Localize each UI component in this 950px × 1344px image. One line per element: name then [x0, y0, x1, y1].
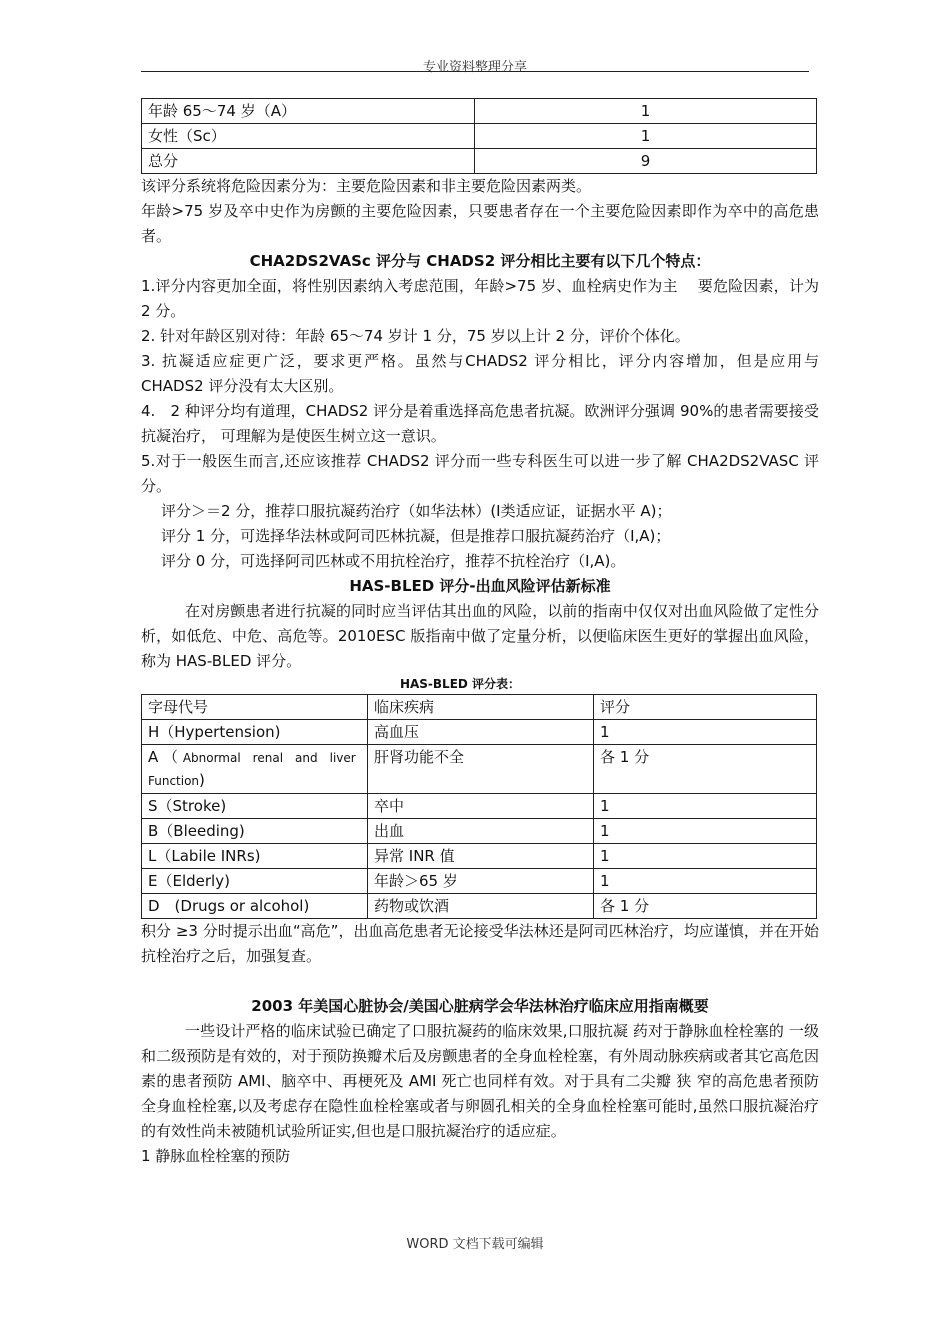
score-table-top — [141, 98, 817, 174]
paragraph: 一些设计严格的临床试验已确定了口服抗凝药的临床效果,口服抗凝 药对于静脉血栓栓塞的 一级和二级预防是有效的，对于预防换瓣术后及房颤患者的全身血栓栓塞，有外周动脉疾病或者其它高危因素的患者预防 AMI、脑卒中、再梗死及 AMI 死亡也同样有效。对于具有二尖瓣 狭 窄的高危患者预防全身血栓栓塞,以及考虑存在隐性血栓栓塞或者与卵圆孔相关的全身血栓栓塞可能时,虽然口服抗凝治疗的有效性尚未被随机试验所证实,但也是口服抗凝治疗的适应症。 — [141, 1022, 819, 1140]
paragraph: 年龄>75 岁及卒中史作为房颤的主要危险因素，只要患者存在一个主要危险因素即作为卒中的高危患者。 — [141, 202, 819, 245]
table-cell: 1 — [594, 844, 817, 869]
table-cell: 年龄 65～74 岁（A） — [142, 99, 475, 124]
table-cell: H（Hypertension) — [142, 720, 368, 745]
section-heading: CHA2DS2VASc 评分与 CHADS2 评分相比主要有以下几个特点： — [249, 252, 711, 270]
table-cell: 各 1 分 — [594, 745, 817, 794]
table-cell: 卒中 — [368, 794, 594, 819]
table-cell: D (Drugs or alcohol) — [142, 894, 368, 919]
list-item: 3. 抗凝适应症更广泛，要求更严格。虽然与CHADS2 评分相比，评分内容增加，但是应用与 CHADS2 评分没有太大区别。 — [141, 352, 819, 395]
table-cell: 年龄＞65 岁 — [368, 869, 594, 894]
page-footer: WORD 文档下载可编辑 — [406, 1237, 544, 1252]
table-caption: HAS-BLED 评分表： — [399, 677, 521, 691]
list-item: 4. 2 种评分均有道理，CHADS2 评分是着重选择高危患者抗凝。欧洲评分强调 90%的患者需要接受抗凝治疗， 可理解为是使医生树立这一意识。 — [141, 402, 819, 445]
section-heading: HAS-BLED 评分-出血风险评估新标准 — [349, 577, 611, 595]
table-cell: 总分 — [142, 149, 475, 174]
table-row — [142, 720, 817, 745]
paragraph: 积分 ≥3 分时提示出血“高危”，出血高危患者无论接受华法林还是阿司匹林治疗，均应谨慎，并在开始抗栓治疗之后，加强复查。 — [141, 922, 819, 965]
code-suffix: ) — [199, 771, 205, 789]
recommendation: 评分 1 分，可选择华法林或阿司匹林抗凝，但是推荐口服抗凝药治疗（Ⅰ,A)； — [161, 527, 671, 545]
table-row — [142, 819, 817, 844]
hasbled-table — [141, 694, 817, 919]
paragraph: 该评分系统将危险因素分为：主要危险因素和非主要危险因素两类。 — [141, 177, 592, 195]
table-row — [142, 794, 817, 819]
code-prefix: A （ — [148, 748, 179, 766]
table-cell: 出血 — [368, 819, 594, 844]
table-row — [142, 745, 817, 794]
table-cell: 异常 INR 值 — [368, 844, 594, 869]
column-header: 临床疾病 — [368, 695, 594, 720]
table-cell: 1 — [594, 819, 817, 844]
recommendation: 评分 0 分，可选择阿司匹林或不用抗栓治疗，推荐不抗栓治疗（Ⅰ,A)。 — [161, 552, 626, 570]
table-row — [142, 844, 817, 869]
spacer — [141, 969, 819, 994]
code-text: Abnormal renal and liver — [182, 751, 356, 765]
table-row — [142, 869, 817, 894]
column-header: 评分 — [594, 695, 817, 720]
table-cell: S（Stroke) — [142, 794, 368, 819]
table-cell: 1 — [475, 99, 817, 124]
table-cell: 1 — [594, 720, 817, 745]
table-cell: 1 — [594, 869, 817, 894]
table-cell: 各 1 分 — [594, 894, 817, 919]
table-cell: 1 — [594, 794, 817, 819]
column-header: 字母代号 — [142, 695, 368, 720]
table-row — [142, 99, 817, 124]
paragraph: 1 静脉血栓栓塞的预防 — [141, 1147, 291, 1165]
list-item: 1.评分内容更加全面，将性别因素纳入考虑范围，年龄>75 岁、血栓病史作为主 要危险因素，计为 2 分。 — [141, 277, 819, 320]
section-heading: 2003 年美国心脏协会/美国心脏病学会华法林治疗临床应用指南概要 — [251, 997, 709, 1015]
list-item: 2. 针对年龄区别对待：年龄 65～74 岁计 1 分，75 岁以上计 2 分，评价个体化。 — [141, 327, 690, 345]
table-cell: 女性（Sc） — [142, 124, 475, 149]
table-cell: 9 — [475, 149, 817, 174]
table-header-row — [142, 695, 817, 720]
code-text: Function — [148, 774, 200, 788]
table-cell: B（Bleeding) — [142, 819, 368, 844]
table-cell: 1 — [475, 124, 817, 149]
recommendation: 评分＞＝2 分，推荐口服抗凝药治疗（如华法林）(Ⅰ类适应证，证据水平 A)； — [161, 502, 672, 520]
document-body — [141, 98, 819, 1169]
page-header: 专业资料整理分享 — [422, 60, 527, 75]
paragraph: 在对房颤患者进行抗凝的同时应当评估其出血的风险，以前的指南中仅仅对出血风险做了定性分析，如低危、中危、高危等。2010ESC 版指南中做了定量分析，以便临床医生更好的掌握出血风险，称为 HAS-BLED 评分。 — [141, 602, 819, 670]
table-row — [142, 124, 817, 149]
list-item: 5.对于一般医生而言,还应该推荐 CHADS2 评分而一些专科医生可以进一步了解 CHA2DS2VASC 评分。 — [141, 452, 819, 495]
table-cell — [142, 745, 368, 794]
table-cell: 高血压 — [368, 720, 594, 745]
table-row — [142, 894, 817, 919]
table-row — [142, 149, 817, 174]
header-rule — [141, 71, 809, 72]
table-cell: 肝肾功能不全 — [368, 745, 594, 794]
table-cell: E（Elderly) — [142, 869, 368, 894]
table-cell: 药物或饮酒 — [368, 894, 594, 919]
table-cell: L（Labile INRs) — [142, 844, 368, 869]
